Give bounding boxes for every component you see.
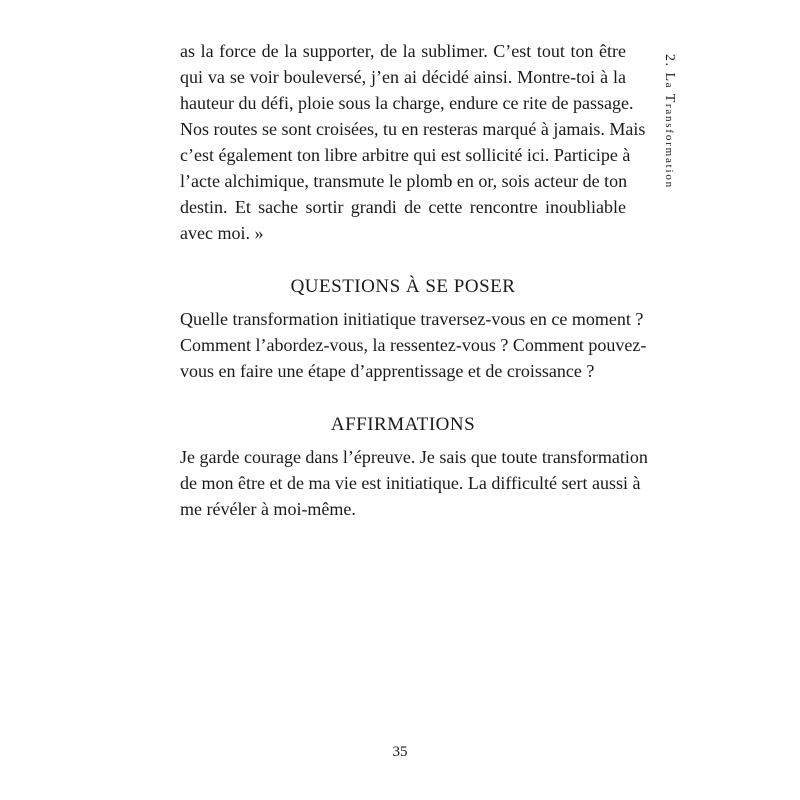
text-line: avec moi. »	[180, 223, 264, 243]
text-line: hauteur du défi, ploie sous la charge, endure ce rite de passage.	[180, 93, 634, 113]
running-head-chapter	[657, 54, 681, 264]
text-line: de mon être et de ma vie est initiatique. La difficulté sert aussi à	[180, 473, 641, 493]
questions-paragraph	[180, 306, 647, 384]
chapter-title-initial: T	[662, 93, 677, 104]
chapter-title-word: a	[663, 82, 675, 94]
text-line: qui va se voir bouleversé, j’en ai décidé ainsi. Montre-toi à la	[180, 67, 626, 87]
affirmations-heading: AFFIRMATIONS	[330, 414, 476, 435]
text-line: as la force de la supporter, de la sublimer. C’est tout ton être	[180, 41, 626, 61]
page-number: 35	[392, 744, 408, 760]
text-line: Quelle transformation initiatique traversez-vous en ce moment ?	[180, 309, 644, 329]
text-line: vous en faire une étape d’apprentissage et de croissance ?	[180, 361, 595, 381]
text-line: Nos routes se sont croisées, tu en resteras marqué à jamais. Mais	[180, 119, 646, 139]
text-line: Comment l’abordez-vous, la ressentez-vous ? Comment pouvez-	[180, 335, 647, 355]
chapter-title-word: ransformation	[663, 103, 675, 189]
text-line: destin. Et sache sortir grandi de cette rencontre inoubliable	[180, 197, 626, 217]
intro-paragraph	[180, 38, 646, 246]
questions-heading: QUESTIONS À SE POSER	[290, 276, 516, 297]
text-line: l’acte alchimique, transmute le plomb en or, sois acteur de ton	[180, 171, 628, 191]
text-line: me révéler à moi-même.	[180, 499, 356, 519]
main-text-block	[180, 38, 648, 522]
text-line: c’est également ton libre arbitre qui est sollicité ici. Participe à	[180, 145, 631, 165]
chapter-title-initial: L	[662, 72, 677, 83]
text-line: Je garde courage dans l’épreuve. Je sais que toute transformation	[180, 447, 648, 467]
affirmations-paragraph	[180, 444, 648, 522]
chapter-number: 2.	[662, 54, 677, 73]
